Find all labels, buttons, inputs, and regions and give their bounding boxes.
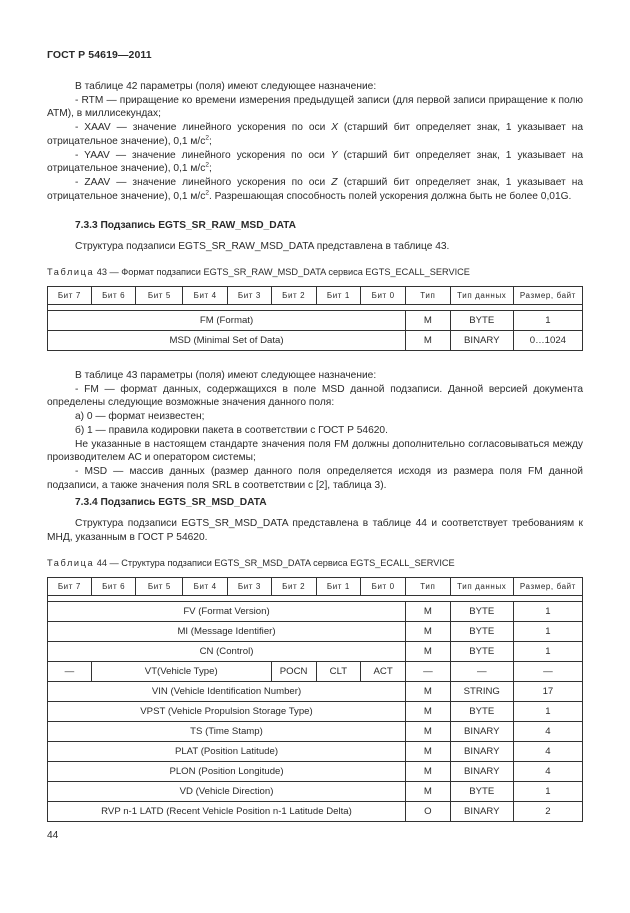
paragraph-734 [47, 517, 583, 544]
col-header: Бит 1 [316, 578, 361, 596]
col-header: Бит 3 [228, 578, 272, 596]
document-header: ГОСТ Р 54619—2011 [47, 49, 152, 61]
page-number: 44 [47, 830, 59, 841]
table-row: VPST (Vehicle Propulsion Storage Type) M BYTE 1 [48, 702, 583, 722]
col-header: Бит 2 [271, 578, 316, 596]
table-row: MI (Message Identifier) M BYTE 1 [48, 622, 583, 642]
paragraph-733 [47, 240, 583, 254]
col-header: Бит 2 [271, 287, 316, 305]
table-caption: Таблица 44 — Структура подзаписи EGTS_SR_MSD_DATA сервиса EGTS_ECALL_SERVICE [47, 558, 455, 568]
col-header: Бит 4 [183, 287, 228, 305]
col-header: Тип [406, 287, 451, 305]
section-heading: 7.3.4 Подзапись EGTS_SR_MSD_DATA [75, 497, 267, 508]
col-header: Бит 5 [136, 287, 183, 305]
col-header: Размер, байт [513, 287, 582, 305]
col-header: Бит 0 [361, 287, 406, 305]
table-row: MSD (Minimal Set of Data) M BINARY 0…1024 [48, 331, 583, 351]
table-row: VIN (Vehicle Identification Number) M STRING 17 [48, 682, 583, 702]
paragraph-block-2 [47, 369, 583, 492]
table-43 [47, 286, 583, 351]
section-heading: 7.3.3 Подзапись EGTS_SR_RAW_MSD_DATA [75, 220, 296, 231]
col-header: Бит 7 [48, 578, 92, 596]
col-header: Бит 4 [183, 578, 228, 596]
paragraph: Структура подзаписи EGTS_SR_RAW_MSD_DATA представлена в таблице 43. [75, 241, 450, 252]
col-header: Размер, байт [513, 578, 582, 596]
col-header: Бит 1 [316, 287, 361, 305]
table-row: RVP n-1 LATD (Recent Vehicle Position n-1 Latitude Delta) O BINARY 2 [48, 802, 583, 822]
paragraph: Структура подзаписи EGTS_SR_MSD_DATA представлена в таблице 44 и соответствует требованиям к МНД, указанным в ГОСТ Р 54620. [47, 518, 583, 543]
table-row: CN (Control) M BYTE 1 [48, 642, 583, 662]
col-header: Бит 5 [136, 578, 183, 596]
col-header: Бит 6 [91, 287, 136, 305]
paragraph: - YAAV — значение линейного ускорения по оси Y (старший бит определяет знак, 1 указывает на отрицательное значение), 0,1 $м/с^2$; [47, 149, 583, 175]
paragraph-block-1 [47, 80, 583, 203]
paragraph: - MSD — массив данных (размер данного поля определяется исходя из размера поля FM данной подзаписи, а также значения поля SRL в соответствии с [2], таблица 3). [47, 465, 583, 491]
table-row: VD (Vehicle Direction) M BYTE 1 [48, 782, 583, 802]
paragraph: Не указанные в настоящем стандарте значения поля FM должны дополнительно согласовываться между производителем АС и оператором системы; [47, 438, 583, 464]
table-row: FV (Format Version) M BYTE 1 [48, 602, 583, 622]
col-header: Бит 7 [48, 287, 92, 305]
col-header: Тип данных [450, 578, 513, 596]
col-header: Тип данных [450, 287, 513, 305]
table-header-row [48, 287, 583, 305]
paragraph: - FM — формат данных, содержащихся в поле MSD данной подзаписи. Данной версией документа определены следующие возможные значения данного поля: [47, 383, 583, 409]
table-row: PLAT (Position Latitude) M BINARY 4 [48, 742, 583, 762]
table-row: PLON (Position Longitude) M BINARY 4 [48, 762, 583, 782]
col-header: Бит 0 [361, 578, 406, 596]
table-header-row [48, 578, 583, 596]
table-caption: Таблица 43 — Формат подзаписи EGTS_SR_RAW_MSD_DATA сервиса EGTS_ECALL_SERVICE [47, 267, 470, 277]
col-header: Бит 3 [228, 287, 272, 305]
paragraph: - ZAAV — значение линейного ускорения по оси Z (старший бит определяет знак, 1 указывает на отрицательное значение), 0,1 $м/с^2$. Разрешающая способность полей ускорения должна быть не более 0,01G. [47, 176, 583, 202]
table-row-vehicle-type: — VT(Vehicle Type) POCN CLT ACT — — — [48, 662, 583, 682]
paragraph: б) 1 — правила кодировки пакета в соответствии с ГОСТ Р 54620. [75, 424, 388, 436]
col-header: Бит 6 [91, 578, 136, 596]
paragraph: В таблице 42 параметры (поля) имеют следующее назначение: [75, 81, 377, 92]
table-44 [47, 577, 583, 822]
paragraph: - RTM — приращение ко времени измерения предыдущей записи (для первой записи приращение к полю ATM), в миллисекундах; [47, 94, 583, 120]
paragraph: В таблице 43 параметры (поля) имеют следующее назначение: [75, 370, 377, 381]
table-row: TS (Time Stamp) M BINARY 4 [48, 722, 583, 742]
table-row: FM (Format) M BYTE 1 [48, 311, 583, 331]
col-header: Тип [406, 578, 451, 596]
paragraph: - XAAV — значение линейного ускорения по оси X (старший бит определяет знак, 1 указывает на отрицательное значение), 0,1 $м/с^2$; [47, 122, 583, 147]
paragraph: а) 0 — формат неизвестен; [75, 411, 205, 423]
